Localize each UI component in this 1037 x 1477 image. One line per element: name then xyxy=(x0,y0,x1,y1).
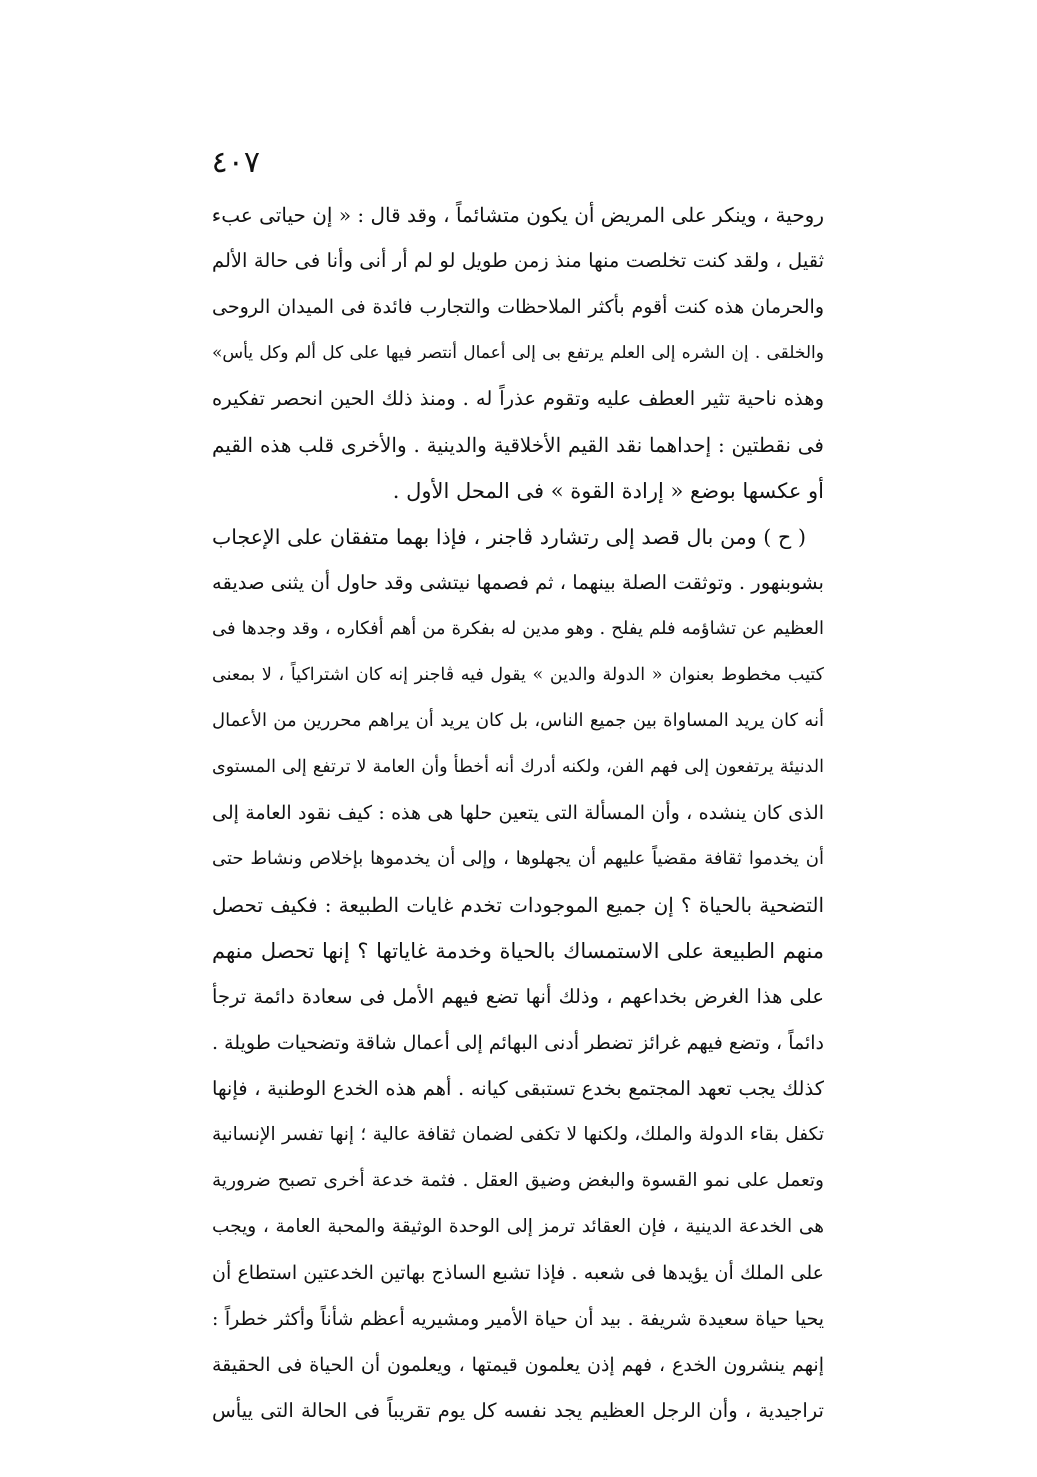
text-line: تكفل بقاء الدولة والملك، ولكنها لا تكفى لضمان ثقافة عالية ؛ إنها تفسر الإنسانية xyxy=(212,1124,824,1145)
text-line: العظيم عن تشاؤمه فلم يفلح . وهو مدين له بفكرة من أهم أفكاره ، وقد وجدها فى xyxy=(212,618,824,639)
text-line: أو عكسها بوضع « إرادة القوة » فى المحل الأول . xyxy=(392,479,824,503)
text-line: دائماً ، وتضع فيهم غرائز تضطر أدنى البهائم إلى أعمال شاقة وتضحيات طويلة . xyxy=(212,1032,824,1054)
text-line: على الملك أن يؤيدها فى شعبه . فإذا تشبع الساذج بهاتين الخدعتين استطاع أن xyxy=(212,1262,824,1284)
paragraph-start-line: ( ح ) ومن بال قصد إلى رتشارد ڤاجنر ، فإذا بهما متفقان على الإعجاب xyxy=(212,525,806,549)
body-text xyxy=(212,192,824,1434)
text-line: التضحية بالحياة ؟ إن جميع الموجودات تخدم غايات الطبيعة : فكيف تحصل xyxy=(212,893,824,917)
text-line: أن يخدموا ثقافة مقضياً عليهم أن يجهلوها ، وإلى أن يخدموها بإخلاص ونشاط حتى xyxy=(212,848,824,869)
text-line: الذى كان ينشده ، وأن المسألة التى يتعين حلها هى هذه : كيف نقود العامة إلى xyxy=(212,802,824,824)
text-line: منهم الطبيعة على الاستمساك بالحياة وخدمة غاياتها ؟ إنها تحصل منهم xyxy=(212,939,824,963)
text-line: وهذه ناحية تثير العطف عليه وتقوم عذراً له . ومنذ ذلك الحين انحصر تفكيره xyxy=(212,387,824,410)
text-line: تراجيدية ، وأن الرجل العظيم يجد نفسه كل يوم تقريباً فى الحالة التى ييأس xyxy=(212,1399,824,1422)
text-line: كذلك يجب تعهد المجتمع بخدع تستبقى كيانه . أهم هذه الخدع الوطنية ، فإنها xyxy=(212,1077,824,1100)
text-line: يحيا حياة سعيدة شريفة . بيد أن حياة الأمير ومشيريه أعظم شأناً وأكثر خطراً : xyxy=(212,1308,824,1330)
text-line: الدنيئة يرتفعون إلى فهم الفن، ولكنه أدرك أنه أخطأ وأن العامة لا ترتفع إلى المستوى xyxy=(212,757,824,777)
text-line: كتيب مخطوط بعنوان « الدولة والدين » يقول فيه ڤاجنر إنه كان اشتراكياً ، لا بمعنى xyxy=(212,665,824,685)
text-line: إنهم ينشرون الخدع ، فهم إذن يعلمون قيمتها ، ويعلمون أن الحياة فى الحقيقة xyxy=(212,1354,824,1376)
text-line: والحرمان هذه كنت أقوم بأكثر الملاحظات والتجارب فائدة فى الميدان الروحى xyxy=(212,296,824,318)
text-line: على هذا الغرض بخداعهم ، وذلك أنها تضع فيهم الأمل فى سعادة دائمة ترجأ xyxy=(212,985,824,1008)
text-line: فى نقطتين : إحداهما نقد القيم الأخلاقية والدينية . والأخرى قلب هذه القيم xyxy=(212,433,824,457)
text-line: أنه كان يريد المساواة بين جميع الناس، بل كان يريد أن يراهم محررين من الأعمال xyxy=(212,710,824,731)
text-line: روحية ، وينكر على المريض أن يكون متشائماً ، وقد قال : « إن حياتى عبء xyxy=(212,203,824,227)
text-line: والخلقى . إن الشره إلى العلم يرتفع بى إلى أعمال أنتصر فيها على كل ألم وكل يأس» xyxy=(212,343,824,363)
text-line: وتعمل على نمو القسوة والبغض وضيق العقل . فثمة خدعة أخرى تصبح ضرورية xyxy=(212,1170,824,1191)
text-line: بشوبنهور . وتوثقت الصلة بينهما ، ثم فصمها نيتشى وقد حاول أن يثنى صديقه xyxy=(212,571,824,594)
page-number: ٤٠٧ xyxy=(211,145,260,180)
text-line: هى الخدعة الدينية ، فإن العقائد ترمز إلى الوحدة الوثيقة والمحبة العامة ، ويجب xyxy=(212,1216,824,1237)
text-line: ثقيل ، ولقد كنت تخلصت منها منذ زمن طويل لو لم أر أنى وأنا فى حالة الألم xyxy=(212,249,824,272)
